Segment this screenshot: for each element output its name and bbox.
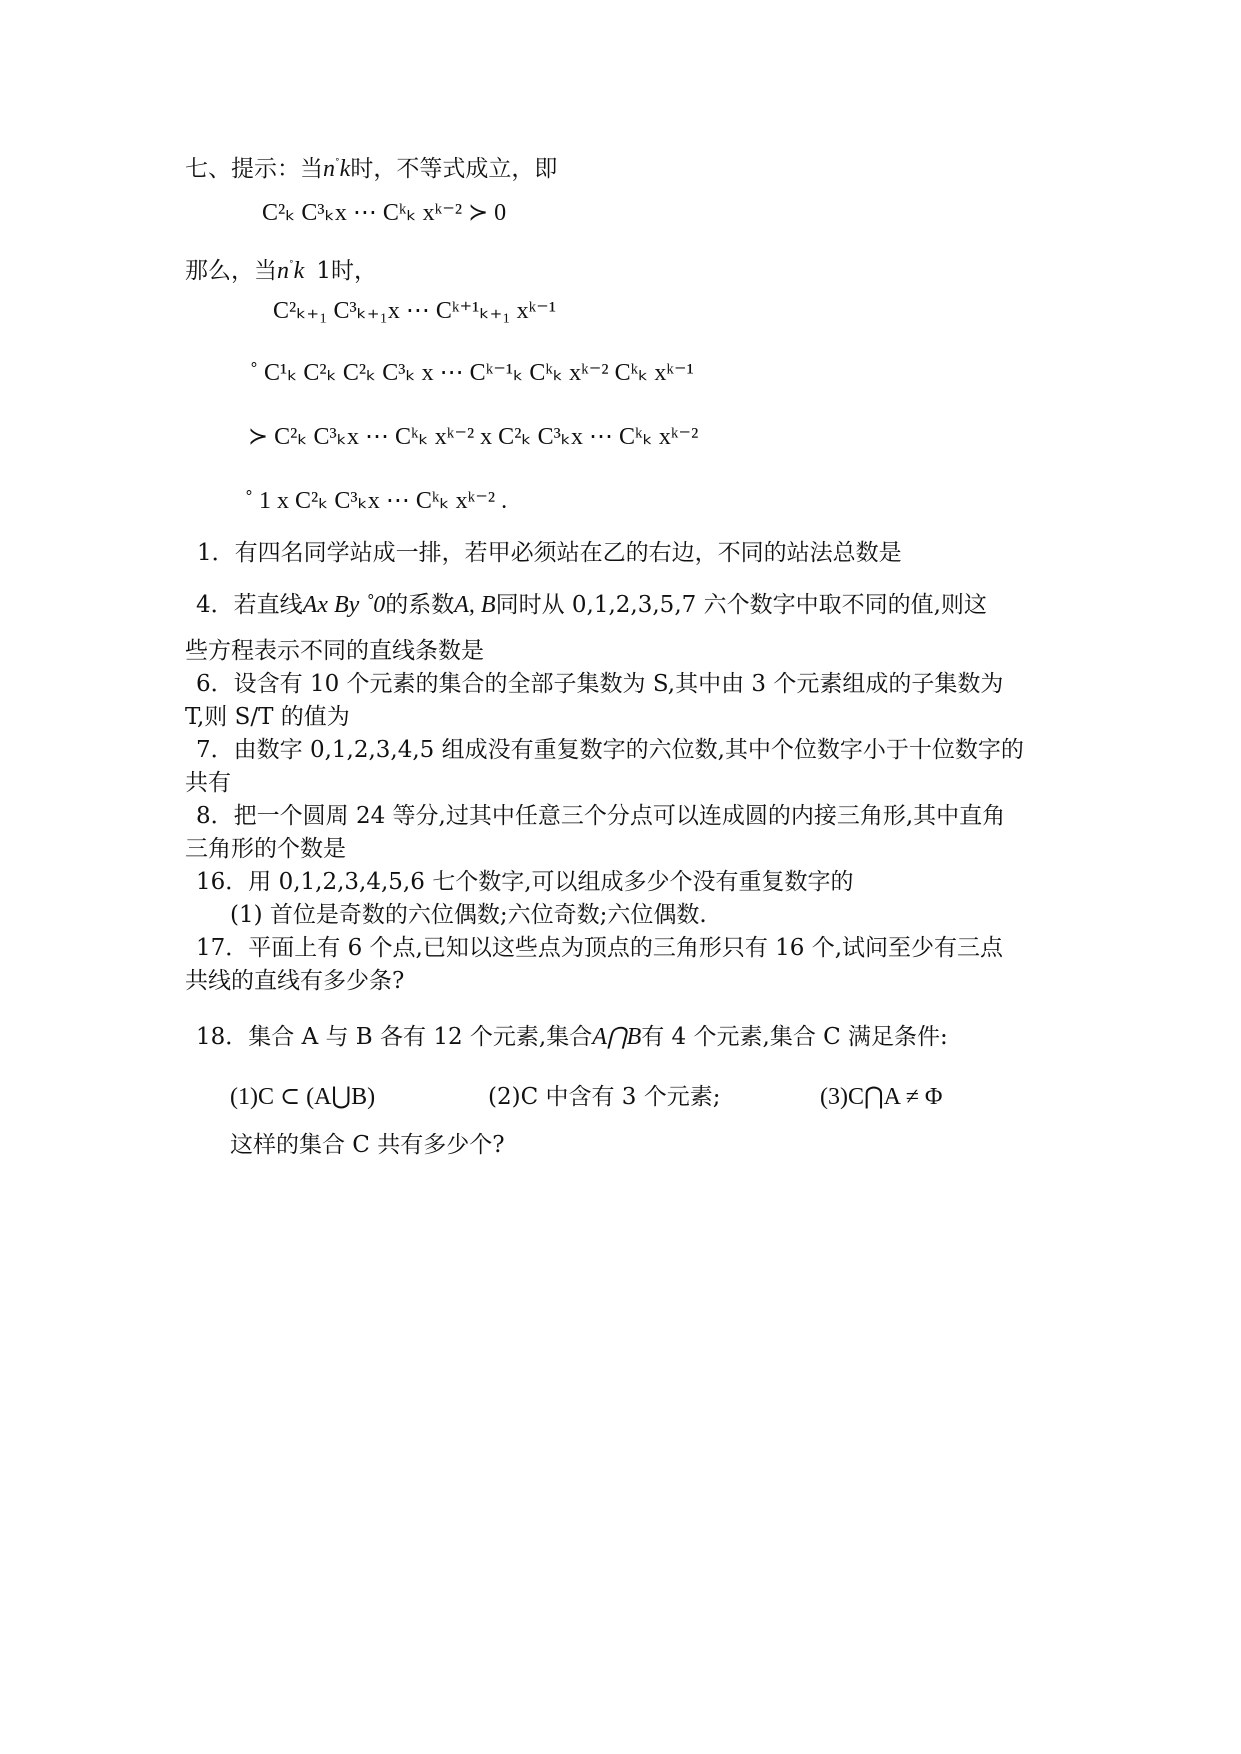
p4-pre: 4．若直线 — [196, 592, 303, 618]
problem-17-line-1: 17．平面上有 6 个点,已知以这些点为顶点的三角形只有 16 个,试问至少有三点 — [196, 935, 1004, 961]
hint-line-1 — [185, 150, 557, 184]
formula-3: ˚ C¹ₖ C²ₖ C²ₖ C³ₖ x ⋯ Cᵏ⁻¹ₖ Cᵏₖ xᵏ⁻² Cᵏₖ xᵏ⁻¹ — [250, 360, 694, 386]
problem-6-line-1: 6．设含有 10 个元素的集合的全部子集数为 S,其中由 3 个元素组成的子集数为 — [196, 671, 1004, 697]
problem-16-line-2: (1) 首位是奇数的六位偶数;六位奇数;六位偶数. — [230, 902, 707, 928]
problem-7-line-2: 共有 — [185, 770, 231, 796]
p18-condition-1: (1)C ⊂ (A⋃B) — [230, 1084, 376, 1110]
p18-intersection: A⋂B — [592, 1024, 642, 1050]
p4-tail: 同时从 0,1,2,3,5,7 六个数字中取不同的值,则这 — [495, 592, 987, 618]
then-intro: 那么，当 — [185, 258, 277, 284]
problem-1: 1．有四名同学站成一排，若甲必须站在乙的右边，不同的站法总数是 — [197, 540, 902, 566]
formula-1: C²ₖ C³ₖx ⋯ Cᵏₖ xᵏ⁻² ≻ 0 — [262, 200, 507, 226]
formula-4: ≻ C²ₖ C³ₖx ⋯ Cᵏₖ xᵏ⁻² x C²ₖ C³ₖx ⋯ Cᵏₖ xᵏ⁻² — [248, 424, 699, 450]
p4-post: 的系数 — [385, 592, 455, 618]
problem-7-line-1: 7．由数字 0,1,2,3,4,5 组成没有重复数字的六位数,其中个位数字小于十位数字的 — [196, 737, 1024, 763]
problem-4-line-1 — [196, 590, 987, 620]
problem-8-line-1: 8．把一个圆周 24 等分,过其中任意三个分点可以连成圆的内接三角形,其中直角 — [196, 803, 1006, 829]
var-n-2: n — [277, 258, 289, 284]
hint-cond-tail: 时，不等式成立，即 — [350, 156, 558, 182]
problem-17-line-2: 共线的直线有多少条? — [185, 968, 405, 994]
formula-2: C²ₖ₊₁ C³ₖ₊₁x ⋯ Cᵏ⁺¹ₖ₊₁ xᵏ⁻¹ — [273, 298, 557, 324]
hint-line-2 — [185, 252, 377, 286]
var-n: n — [323, 156, 335, 182]
problem-16-line-1: 16．用 0,1,2,3,4,5,6 七个数字,可以组成多少个没有重复数字的 — [196, 869, 854, 895]
then-tail: 1时， — [316, 258, 377, 284]
sym-mark: ˚ — [335, 157, 340, 172]
p18-question: 这样的集合 C 共有多少个? — [230, 1132, 505, 1158]
var-k-2: k — [293, 258, 305, 284]
problem-18-line-1 — [196, 1022, 948, 1052]
sym-mark-2: ˚ — [289, 259, 294, 274]
hint-intro: 七、提示：当 — [185, 156, 323, 182]
hint-condition-math — [323, 156, 350, 182]
problem-4-line-2: 些方程表示不同的直线条数是 — [185, 638, 484, 664]
p4-equation: Ax By ˚0 — [302, 592, 386, 618]
then-condition-math — [277, 258, 316, 284]
problem-8-line-2: 三角形的个数是 — [185, 836, 346, 862]
formula-5: ˚ 1 x C²ₖ C³ₖx ⋯ Cᵏₖ xᵏ⁻² . — [245, 488, 508, 514]
problem-6-line-2: T,则 S/T 的值为 — [185, 704, 350, 730]
p4-vars: A, B — [454, 592, 496, 618]
p18-pre: 18．集合 A 与 B 各有 12 个元素,集合 — [196, 1024, 593, 1050]
p18-condition-3: (3)C⋂A ≠ Φ — [820, 1084, 943, 1110]
p18-condition-2: (2)C 中含有 3 个元素; — [488, 1084, 721, 1110]
var-k: k — [339, 156, 351, 182]
p18-post: 有 4 个元素,集合 C 满足条件: — [641, 1024, 948, 1050]
